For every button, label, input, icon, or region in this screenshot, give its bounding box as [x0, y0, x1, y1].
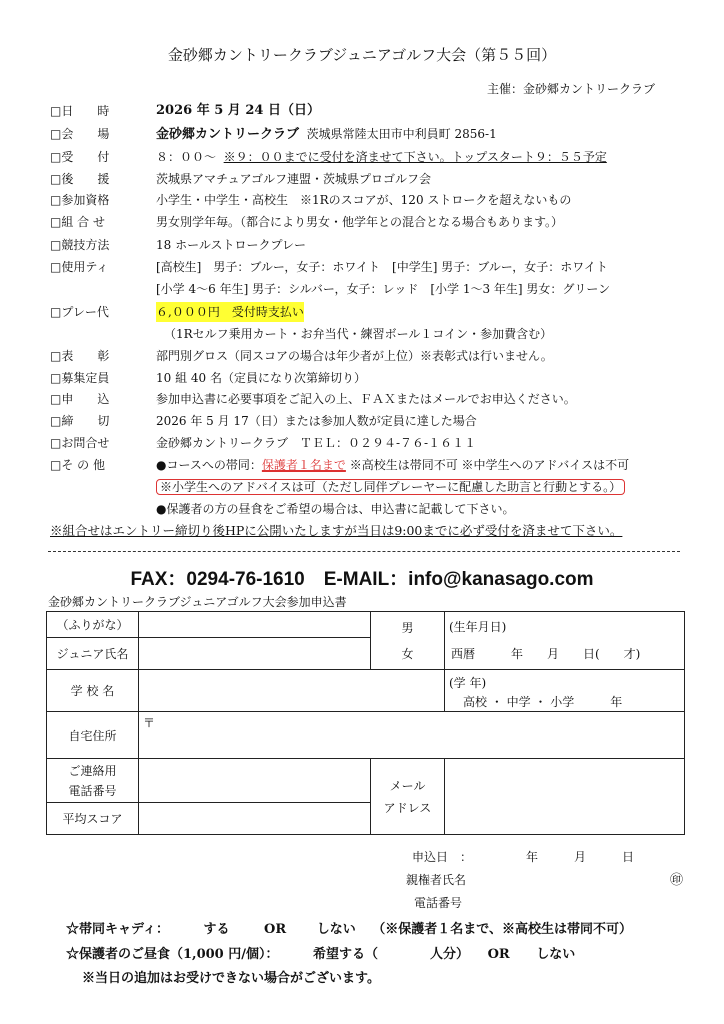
venue-name: 金砂郷カントリークラブ — [156, 127, 300, 142]
info-label: □組 合 せ — [50, 215, 105, 229]
final-note: ※組合せはエントリー締切り後HPに公開いたしますが当日は9:00までに必ず受付を済ませて下さい。 — [50, 523, 623, 538]
furigana-label: （ふりがな） — [47, 612, 139, 638]
other-1b: 保護者１名まで — [261, 458, 346, 472]
info-label: □使用ティ — [50, 260, 109, 274]
info-label: □会 場 — [50, 127, 110, 141]
venue-address: 茨城県常陸太田市中利員町 2856-1 — [306, 127, 497, 141]
page-title: 金砂郷カントリークラブジュニアゴルフ大会（第５５回） — [167, 46, 557, 64]
info-label: □受 付 — [50, 150, 110, 164]
info-label: □そ の 他 — [50, 458, 105, 472]
grade-cell[interactable] — [445, 670, 685, 712]
phone-input[interactable] — [139, 759, 371, 803]
contact-value: 金砂郷カントリークラブ ＴＥＬ：０２９４-７６-１６１１ — [156, 436, 477, 450]
email-label: メール アドレス — [371, 759, 445, 835]
phone-bottom-label: 電話番号 — [414, 896, 463, 910]
capacity-value: 10 組 40 名（定員になり次第締切り） — [156, 371, 366, 385]
grade-label: (学 年) — [449, 676, 487, 690]
school-input[interactable] — [139, 670, 445, 712]
address-label: 自宅住所 — [47, 712, 139, 759]
phone-label: ご連絡用 電話番号 — [47, 759, 139, 803]
address-input[interactable] — [139, 712, 685, 759]
info-label: □プレー代 — [50, 305, 109, 319]
seal-mark: ㊞ — [670, 873, 684, 888]
info-label: □募集定員 — [50, 371, 110, 385]
caddie-yes[interactable]: する — [203, 922, 230, 937]
info-label: □日 時 — [50, 104, 110, 118]
tees-line-1: [高校生] 男子：ブルー，女子：ホワイト [中学生] 男子：ブルー，女子：ホワイト — [156, 260, 608, 274]
fee-value: ６,０００円 受付時支払い — [156, 302, 304, 322]
date-value: 2026 年 5 月 24 日（日） — [156, 103, 320, 118]
postal-mark: 〒 — [143, 716, 156, 730]
fee-note: （1Rセルフ乗用カート・お弁当代・練習ボール１コイン・参加費含む） — [164, 327, 553, 341]
support-value: 茨城県アマチュアゴルフ連盟・茨城県プロゴルフ会 — [156, 172, 432, 186]
info-label: □お問合せ — [50, 436, 110, 450]
female-label: 女 — [401, 646, 414, 661]
format-value: 18 ホールストロークプレー — [156, 238, 307, 252]
name-input[interactable] — [139, 638, 371, 670]
application-form — [46, 611, 685, 835]
name-label: ジュニア氏名 — [47, 638, 139, 670]
apply-date[interactable]: 申込日 ： 年 月 日 — [412, 850, 635, 864]
grade-value: 高校 ・ 中学 ・ 小学 年 — [463, 695, 623, 709]
info-label: □競技方法 — [50, 238, 110, 252]
deadline-value: 2026 年 5 月 17（日）または参加人数が定員に達した場合 — [156, 414, 477, 428]
cut-line — [48, 551, 680, 552]
furigana-input[interactable] — [139, 612, 371, 638]
email-input[interactable] — [445, 759, 685, 835]
reception-note: ※９：００までに受付を済ませて下さい。トップスタート９：５５予定 — [223, 150, 607, 164]
guardian-label: 親権者氏名 — [406, 873, 467, 887]
gender-cell[interactable] — [371, 612, 445, 670]
eligibility-value: 小学生・中学生・高校生 ※1Rのスコアが、120 ストロークを超えないもの — [156, 193, 572, 207]
birthdate-label: (生年月日) — [449, 620, 507, 634]
organizer: 主催：金砂郷カントリークラブ — [487, 82, 656, 96]
other-3: ●保護者の方の昼食をご希望の場合は、申込書に記載して下さい。 — [156, 502, 515, 516]
birthdate-cell[interactable] — [445, 612, 685, 670]
school-label: 学 校 名 — [47, 670, 139, 712]
other-1a: ●コースへの帯同： — [156, 458, 262, 472]
awards-value: 部門別グロス（同スコアの場合は年少者が上位）※表彰式は行いません。 — [156, 349, 553, 363]
tees-line-2: [小学 4～6 年生] 男子：シルバー，女子：レッド [小学 1～3 年生] 男女：グリーン — [156, 282, 611, 296]
other-1c: ※高校生は帯同不可 ※中学生へのアドバイスは不可 — [345, 458, 630, 472]
form-title: 金砂郷カントリークラブジュニアゴルフ大会参加申込書 — [48, 595, 347, 609]
caddie-note: （※保護者１名まで、※高校生は帯同不可） — [372, 922, 633, 937]
apply-value: 参加申込書に必要事項をご記入の上、ＦＡＸまたはメールでお申込ください。 — [156, 392, 576, 406]
info-label: □後 援 — [50, 172, 110, 186]
caddie-label: ☆帯同キャディ： — [66, 922, 169, 937]
info-label: □参加資格 — [50, 193, 110, 207]
lunch-no[interactable]: しない — [536, 947, 576, 962]
birthdate-value: 西暦 年 月 日( 才) — [451, 647, 641, 661]
info-label: □締 切 — [50, 414, 110, 428]
score-label: 平均スコア — [47, 803, 139, 835]
contact-banner: FAX：0294-76-1610 E-MAIL：info@kanasago.com — [130, 569, 594, 590]
grouping-value: 男女別学年毎。（都合により男女・他学年との混合となる場合もあります。） — [156, 215, 564, 229]
lunch-label: ☆保護者のご昼食（1,000 円/個）： — [66, 947, 279, 962]
lunch-yes[interactable]: 希望する（ 人分） — [313, 947, 470, 962]
lunch-line — [66, 943, 575, 962]
score-input[interactable] — [139, 803, 371, 835]
bottom-note: ※当日の追加はお受けできない場合がございます。 — [82, 971, 380, 986]
reception-time: ８：００～ — [156, 150, 217, 164]
other-2: ※小学生へのアドバイスは可（ただし同伴プレーヤーに配慮した助言と行動とする。） — [156, 479, 625, 495]
male-label: 男 — [401, 620, 414, 635]
caddie-or: OR — [264, 922, 287, 937]
info-label: □表 彰 — [50, 349, 110, 363]
info-label: □申 込 — [50, 392, 110, 406]
caddie-line — [66, 918, 632, 937]
lunch-or: OR — [487, 947, 510, 962]
caddie-no[interactable]: しない — [316, 922, 356, 937]
